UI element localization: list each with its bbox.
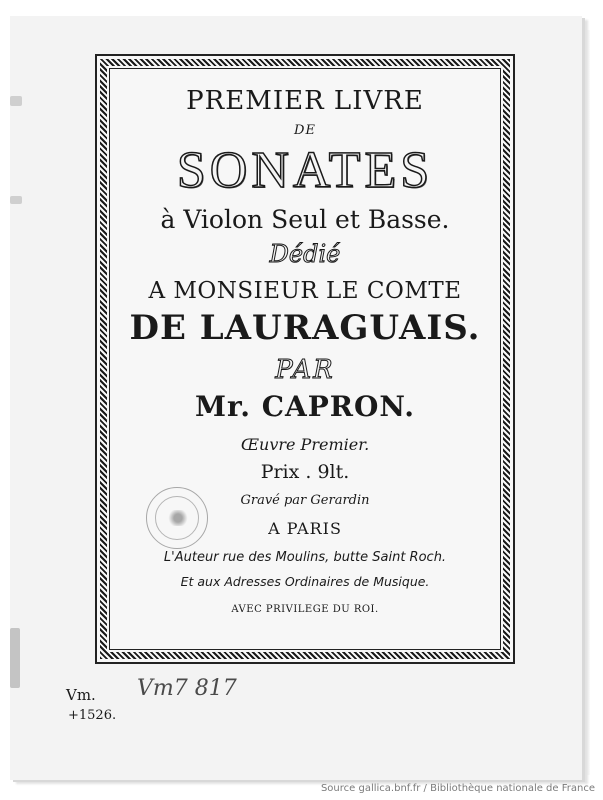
title-line-sonates: SONATES bbox=[176, 142, 434, 199]
title-line-de: DE bbox=[294, 123, 316, 138]
title-line-dedicatee-title: A MONSIEUR LE COMTE bbox=[148, 278, 462, 304]
title-block bbox=[108, 70, 502, 615]
title-line-privilege: AVEC PRIVILEGE DU ROI. bbox=[231, 603, 379, 615]
binding-mark bbox=[10, 628, 20, 688]
shelf-mark-line-2: +1526. bbox=[68, 708, 117, 723]
title-line-par: PAR bbox=[275, 355, 335, 385]
title-line-address: L'Auteur rue des Moulins, butte Saint Roch. bbox=[163, 550, 447, 565]
title-line-instrumentation: à Violon Seul et Basse. bbox=[160, 205, 450, 234]
title-line-opus: Œuvre Premier. bbox=[240, 435, 370, 454]
shelf-mark-line-1: Vm. bbox=[66, 686, 96, 704]
title-line-composer: Mr. CAPRON. bbox=[195, 390, 415, 423]
shelf-mark bbox=[66, 686, 116, 723]
title-line-dedie: Dédié bbox=[269, 240, 341, 268]
binding-mark bbox=[10, 196, 22, 204]
title-line-city: A PARIS bbox=[268, 519, 342, 538]
title-line-price: Prix . 9lt. bbox=[260, 461, 350, 483]
title-line-dedicatee-name: DE LAURAGUAIS. bbox=[129, 308, 481, 348]
binding-mark bbox=[10, 96, 22, 106]
source-credit: Source gallica.bnf.fr / Bibliothèque nationale de France bbox=[320, 783, 595, 794]
title-line-premier-livre: PREMIER LIVRE bbox=[186, 86, 424, 116]
title-line-addresses: Et aux Adresses Ordinaires de Musique. bbox=[180, 574, 430, 589]
handwritten-call-number: Vm7 817 bbox=[137, 676, 237, 701]
title-line-engraver: Gravé par Gerardin bbox=[240, 493, 370, 508]
